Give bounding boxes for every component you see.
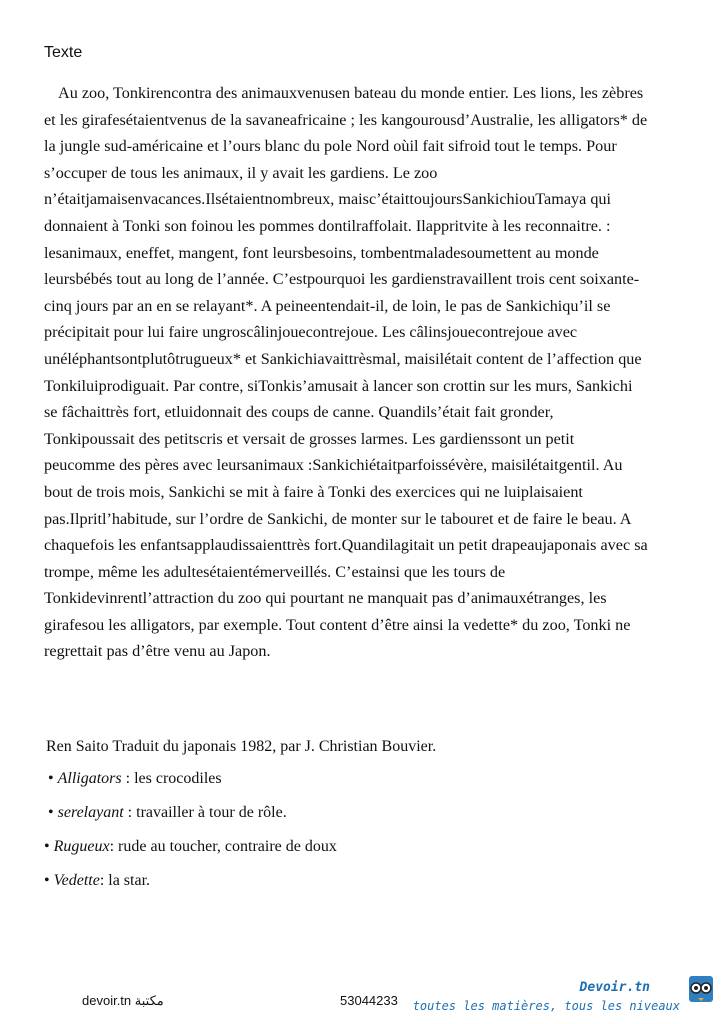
footer-site-label: devoir.tn مكتبة <box>82 993 164 1008</box>
paragraph-line: précipitait pour lui faire ungroscâlinjouecontrejoue. Les câlinsjouecontrejoue avec <box>44 323 578 342</box>
paragraph-line: pas.Ilpritl’habitude, sur l’ordre de Sankichi, de monter sur le tabouret et de faire le beau. A <box>44 509 632 528</box>
paragraph-line: bout de trois mois, Sankichi se mit à faire à Tonki des exercices qui ne luiplaisaient <box>44 482 583 501</box>
glossary-definition: : les crocodiles <box>121 770 222 787</box>
bullet: • <box>44 804 54 821</box>
bullet: • <box>44 872 50 889</box>
paragraph-line: n’étaitjamaisenvacances.Ilsétaientnombreux, maisc’étaittoujoursSankichiouTamaya qui <box>44 190 612 209</box>
paragraph-line: girafesou les alligators, par exemple. Tout content d’être ainsi la vedette* du zoo, Tonki ne <box>44 615 631 634</box>
paragraph-line: donnaient à Tonki son foinou les pommes dontilraffolait. Ilappritvite à les reconnaitre. : <box>44 216 611 235</box>
glossary-term: Vedette <box>53 872 100 889</box>
paragraph-line: Tonkipoussait des petitscris et versait de grosses larmes. Les gardienssont un petit <box>44 429 575 448</box>
paragraph-line: se fâchaittrès fort, etluidonnait des coups de canne. Quandils’était fait gronder, <box>44 403 554 422</box>
glossary-item <box>44 804 337 838</box>
paragraph-line: et les girafesétaientvenus de la savaneafricaine ; les kangourousd’Australie, les alligators* de <box>44 110 648 129</box>
glossary-definition: : travailler à tour de rôle. <box>123 804 287 821</box>
brand-tagline: toutes les matières, tous les niveaux <box>412 999 680 1013</box>
paragraph-line: Tonkidevinrentl’attraction du zoo qui pourtant ne manquait pas d’animauxétranges, les <box>44 589 607 608</box>
paragraph-line: lesanimaux, eneffet, mangent, font leursbesoins, tombentmaladesoumettent au monde <box>44 243 599 262</box>
source-credit: Ren Saito Traduit du japonais 1982, par J. Christian Bouvier. <box>46 738 437 755</box>
glossary-term: Rugueux <box>53 838 110 855</box>
paragraph-line: Au zoo, Tonkirencontra des animauxvenusen bateau du monde entier. Les lions, les zèbres <box>58 84 644 102</box>
owl-glasses-icon <box>686 974 716 1004</box>
paragraph-line: peucomme des pères avec leursanimaux :Sankichiétaitparfoissévère, maisilétaitgentil. Au <box>44 456 623 475</box>
paragraph-line: la jungle sud-américaine et l’ours blanc du pole Nord oùil fait sifroid tout le temps. Pour <box>44 137 617 156</box>
glossary-definition: : la star. <box>99 872 151 889</box>
paragraph-line: chaquefois les enfantsapplaudissaienttrès fort.Quandilagitait un petit drapeaujaponais avec sa <box>44 536 648 555</box>
glossary-item <box>44 872 337 906</box>
paragraph-line: cinq jours par an en se relayant*. A peineentendait-il, de loin, le pas de Sankichiqu’il se <box>44 296 611 315</box>
brand-block <box>413 980 680 1013</box>
glossary-item <box>44 770 337 804</box>
glossary-item <box>44 838 337 872</box>
paragraph-line: Tonkiluiprodiguait. Par contre, siTonkis’amusait à lancer son crottin sur les murs, Sankichi <box>44 376 633 395</box>
main-paragraph <box>44 80 684 665</box>
glossary-term: Alligators <box>57 770 122 787</box>
paragraph-line: s’occuper de tous les animaux, il y avait les gardiens. Le zoo <box>44 163 438 182</box>
glossary-notes <box>44 770 337 906</box>
brand-name: Devoir.tn <box>579 980 650 995</box>
paragraph-line: unéléphantsontplutôtrugueux* et Sankichiavaittrèsmal, maisilétait content de l’affection que <box>44 349 642 368</box>
paragraph-line: regrettait pas d’être venu au Japon. <box>44 642 271 661</box>
page-title: Texte <box>44 44 83 61</box>
bullet: • <box>44 838 50 855</box>
bullet: • <box>44 770 54 787</box>
glossary-definition: : rude au toucher, contraire de doux <box>109 838 337 855</box>
glossary-term: serelayant <box>57 804 124 821</box>
paragraph-line: trompe, même les adultesétaientémerveillés. C’estainsi que les tours de <box>44 562 506 581</box>
paragraph-line: leursbébés tout au long de l’année. C’estpourquoi les gardienstravaillent trois cent soixante- <box>44 270 640 289</box>
footer-phone: 53044233 <box>340 993 398 1008</box>
